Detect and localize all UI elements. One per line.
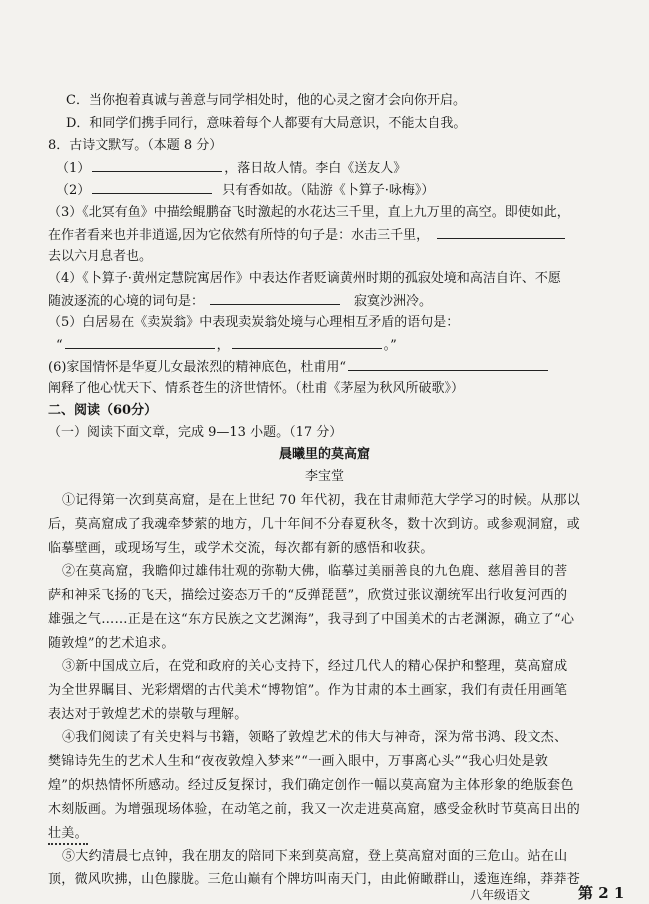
q8-line-5b (56, 336, 397, 355)
q8-item-number: （1） (56, 161, 91, 176)
article-paragraph-line: 萨和神采飞扬的飞天，描绘过姿态万千的“反弹琵琶”，欣赏过张议潮统军出行收复河西的 (48, 588, 568, 603)
comma: ， (216, 338, 230, 353)
footer-subject: 八年级语文 (470, 888, 531, 902)
answer-blank[interactable] (210, 292, 340, 305)
answer-blank[interactable] (348, 358, 548, 371)
q8-line-4b (48, 292, 432, 311)
article-title: 晨曦里的莫高窟 (278, 447, 370, 462)
footer-page-number: 第 2 1 (578, 884, 625, 902)
q8-line-text: (6)家国情怀是华夏儿女最浓烈的精神底色，杜甫用“ (48, 360, 347, 375)
q7-option-d: D．和同学们携手同行，意味着每个人都要有大局意识，不能太自我。 (66, 116, 467, 131)
article-paragraph-line: 随敦煌”的艺术追求。 (48, 636, 175, 651)
answer-blank[interactable] (92, 181, 212, 194)
close-quote: 。” (383, 338, 397, 353)
article-paragraph-line: 顶，微风吹拂，山色朦胧。三危山巅有个牌坊叫南天门，由此俯瞰群山，逶迤连绵，莽莽苍 (48, 872, 581, 887)
article-paragraph-line: ①记得第一次到莫高窟，是在上世纪 70 年代初，我在甘肃师范大学学习的时候。从那以 (62, 493, 581, 508)
q8-line-6a (48, 358, 550, 377)
q8-line-text: 寂寞沙洲冷。 (354, 294, 433, 309)
q8-heading: 8．古诗文默写。（本题 8 分） (48, 138, 223, 153)
article-paragraph-line: 为全世界瞩目、光彩熠熠的古代美术“博物馆”。作为甘肃的本土画家，我们有责任用画笔 (48, 683, 568, 698)
article-paragraph-line: ⑤大约清晨七点钟，我在朋友的陪同下来到莫高窟，登上莫高窟对面的三危山。站在山 (62, 849, 568, 864)
article-paragraph-line: ④我们阅读了有关史料与书籍，领略了敦煌艺术的伟大与神奇，深为常书鸿、段文杰、 (62, 730, 568, 745)
q8-line-3b (48, 226, 567, 245)
article-paragraph-line: 樊锦诗先生的艺术人生和“夜夜敦煌入梦来”“一画入眼中，万事离心头”“我心归处是敦 (48, 754, 549, 769)
article-author: 李宝堂 (304, 469, 344, 484)
q8-line-1 (56, 159, 406, 178)
q8-line-3a: （3）《北冥有鱼》中描绘鲲鹏奋飞时激起的水花达三千里，直上九万里的高空。即使如此， (48, 205, 570, 220)
section-heading: 二、阅读（60分） (48, 403, 158, 418)
article-paragraph-line: 壮美。 (48, 825, 88, 845)
q8-line-2 (56, 181, 434, 200)
article-paragraph-line: 后，莫高窟成了我魂牵梦萦的地方，几十年间不分春夏秋冬，数十次到访。或参观洞窟，或 (48, 517, 581, 532)
article-paragraph-line: ③新中国成立后，在党和政府的关心支持下，经过几代人的精心保护和整理，莫高窟成 (62, 659, 568, 674)
q7-option-c: C．当你抱着真诚与善意与同学相处时，他的心灵之窗才会向你开启。 (66, 93, 466, 108)
article-paragraph-line: 煌”的炽热情怀所感动。经过反复探讨，我们确定创作一幅以莫高窟为主体形象的绝版套色 (48, 778, 574, 793)
answer-blank[interactable] (437, 226, 565, 239)
article-paragraph-line: 临摹壁画，或现场写生，或学术交流，每次都有新的感悟和收获。 (48, 541, 434, 556)
q8-line-text: 在作者看来也并非逍遥,因为它依然有所恃的句子是：水击三千里， (48, 228, 430, 243)
q8-item-number: （2） (56, 183, 91, 198)
answer-blank[interactable] (232, 336, 382, 349)
q8-line-text: 只有香如故。（陆游《卜算子·咏梅》） (222, 183, 435, 198)
q8-line-text: 随波逐流的心境的词句是： (48, 294, 205, 309)
article-paragraph-line: 雄强之气……正是在这“东方民族之文艺渊海”，我寻到了中国美术的古老渊源，确立了“心 (48, 612, 575, 627)
answer-blank[interactable] (92, 159, 222, 172)
answer-blank[interactable] (65, 336, 215, 349)
q8-line-text: ，落日故人情。李白《送友人》 (224, 161, 407, 176)
article-paragraph-line: ②在莫高窟，我瞻仰过雄伟壮观的弥勒大佛，临摹过美丽善良的九色鹿、慈眉善目的菩 (62, 564, 568, 579)
article-paragraph-line: 表达对于敦煌艺术的崇敬与理解。 (48, 707, 248, 722)
q8-line-4a: （4）《卜算子·黄州定慧院寓居作》中表达作者贬谪黄州时期的孤寂处境和高洁自许、不愿 (48, 271, 561, 286)
section-subheading: （一）阅读下面文章，完成 9—13 小题。（17 分） (48, 425, 343, 440)
article-paragraph-line: 木刻版画。为增强现场体验，在动笔之前，我又一次走进莫高窟，感受金秋时节莫高日出的 (48, 802, 581, 817)
q8-line-3c: 去以六月息者也。 (48, 249, 153, 264)
q8-line-5a: （5）白居易在《卖炭翁》中表现卖炭翁处境与心理相互矛盾的语句是： (48, 315, 460, 330)
q8-line-6b: 阐释了他心忧天下、情系苍生的济世情怀。（杜甫《茅屋为秋风所破歌》） (48, 381, 465, 396)
open-quote: “ (56, 338, 63, 353)
